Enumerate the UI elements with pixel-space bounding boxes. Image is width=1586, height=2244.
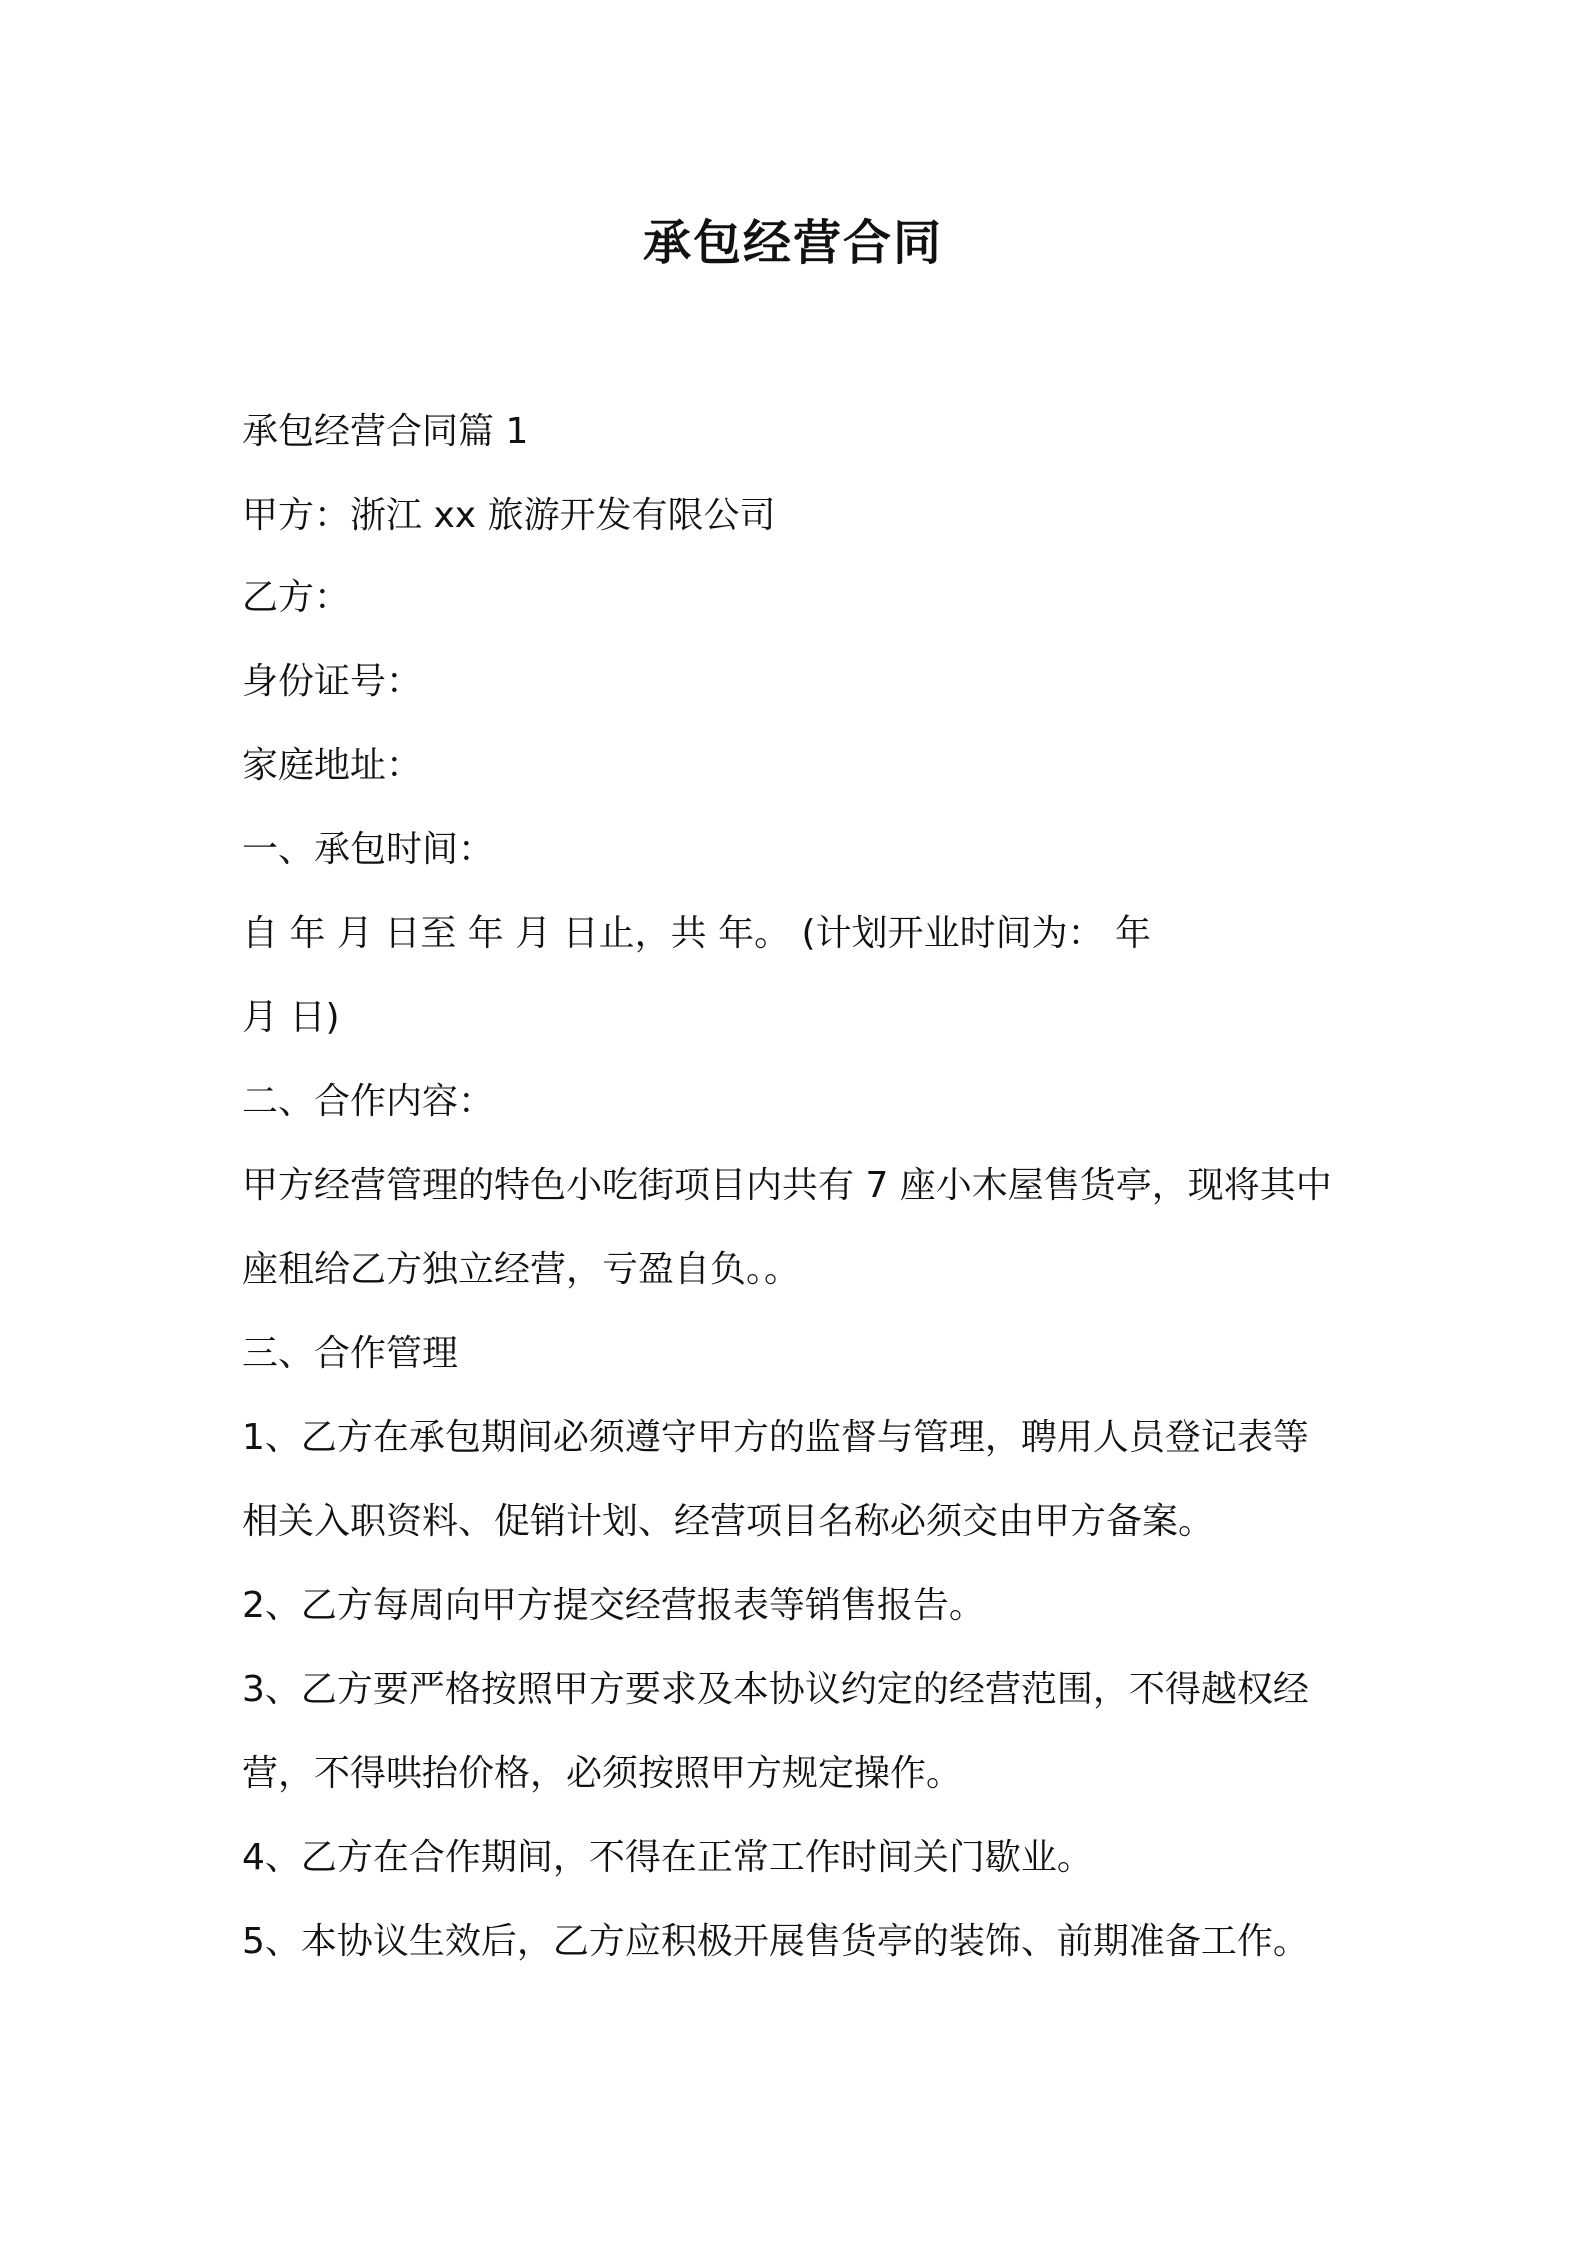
clause-heading-content: 二、合作内容：	[242, 1081, 495, 1122]
section-heading: 承包经营合同篇 1	[242, 411, 529, 452]
management-item-3-line-1: 3、乙方要严格按照甲方要求及本协议约定的经营范围，不得越权经	[242, 1669, 1309, 1710]
content-text-line-1: 甲方经营管理的特色小吃街项目内共有 7 座小木屋售货亭，现将其中	[242, 1165, 1332, 1206]
party-b-line: 乙方：	[242, 577, 351, 618]
management-item-2: 2、乙方每周向甲方提交经营报表等销售报告。	[242, 1585, 985, 1626]
management-item-1-line-2: 相关入职资料、促销计划、经营项目名称必须交由甲方备案。	[242, 1501, 1215, 1542]
party-a-line: 甲方：浙江 xx 旅游开发有限公司	[242, 495, 776, 536]
home-address-line: 家庭地址：	[242, 745, 423, 786]
management-item-3-line-2: 营，不得哄抬价格，必须按照甲方规定操作。	[242, 1753, 963, 1794]
document-title: 承包经营合同	[642, 215, 943, 271]
clause-heading-management: 三、合作管理	[242, 1333, 459, 1374]
id-number-line: 身份证号：	[242, 661, 423, 702]
management-item-1-line-1: 1、乙方在承包期间必须遵守甲方的监督与管理，聘用人员登记表等	[242, 1417, 1309, 1458]
term-text-line-2: 月 日)	[242, 997, 340, 1038]
content-text-line-2: 座租给乙方独立经营，亏盈自负。。	[242, 1249, 801, 1290]
management-item-4: 4、乙方在合作期间，不得在正常工作时间关门歇业。	[242, 1837, 1093, 1878]
term-text-line-1: 自 年 月 日至 年 月 日止，共 年。 (计划开业时间为： 年	[242, 913, 1152, 954]
management-item-5: 5、本协议生效后，乙方应积极开展售货亭的装饰、前期准备工作。	[242, 1921, 1309, 1962]
clause-heading-term: 一、承包时间：	[242, 829, 495, 870]
